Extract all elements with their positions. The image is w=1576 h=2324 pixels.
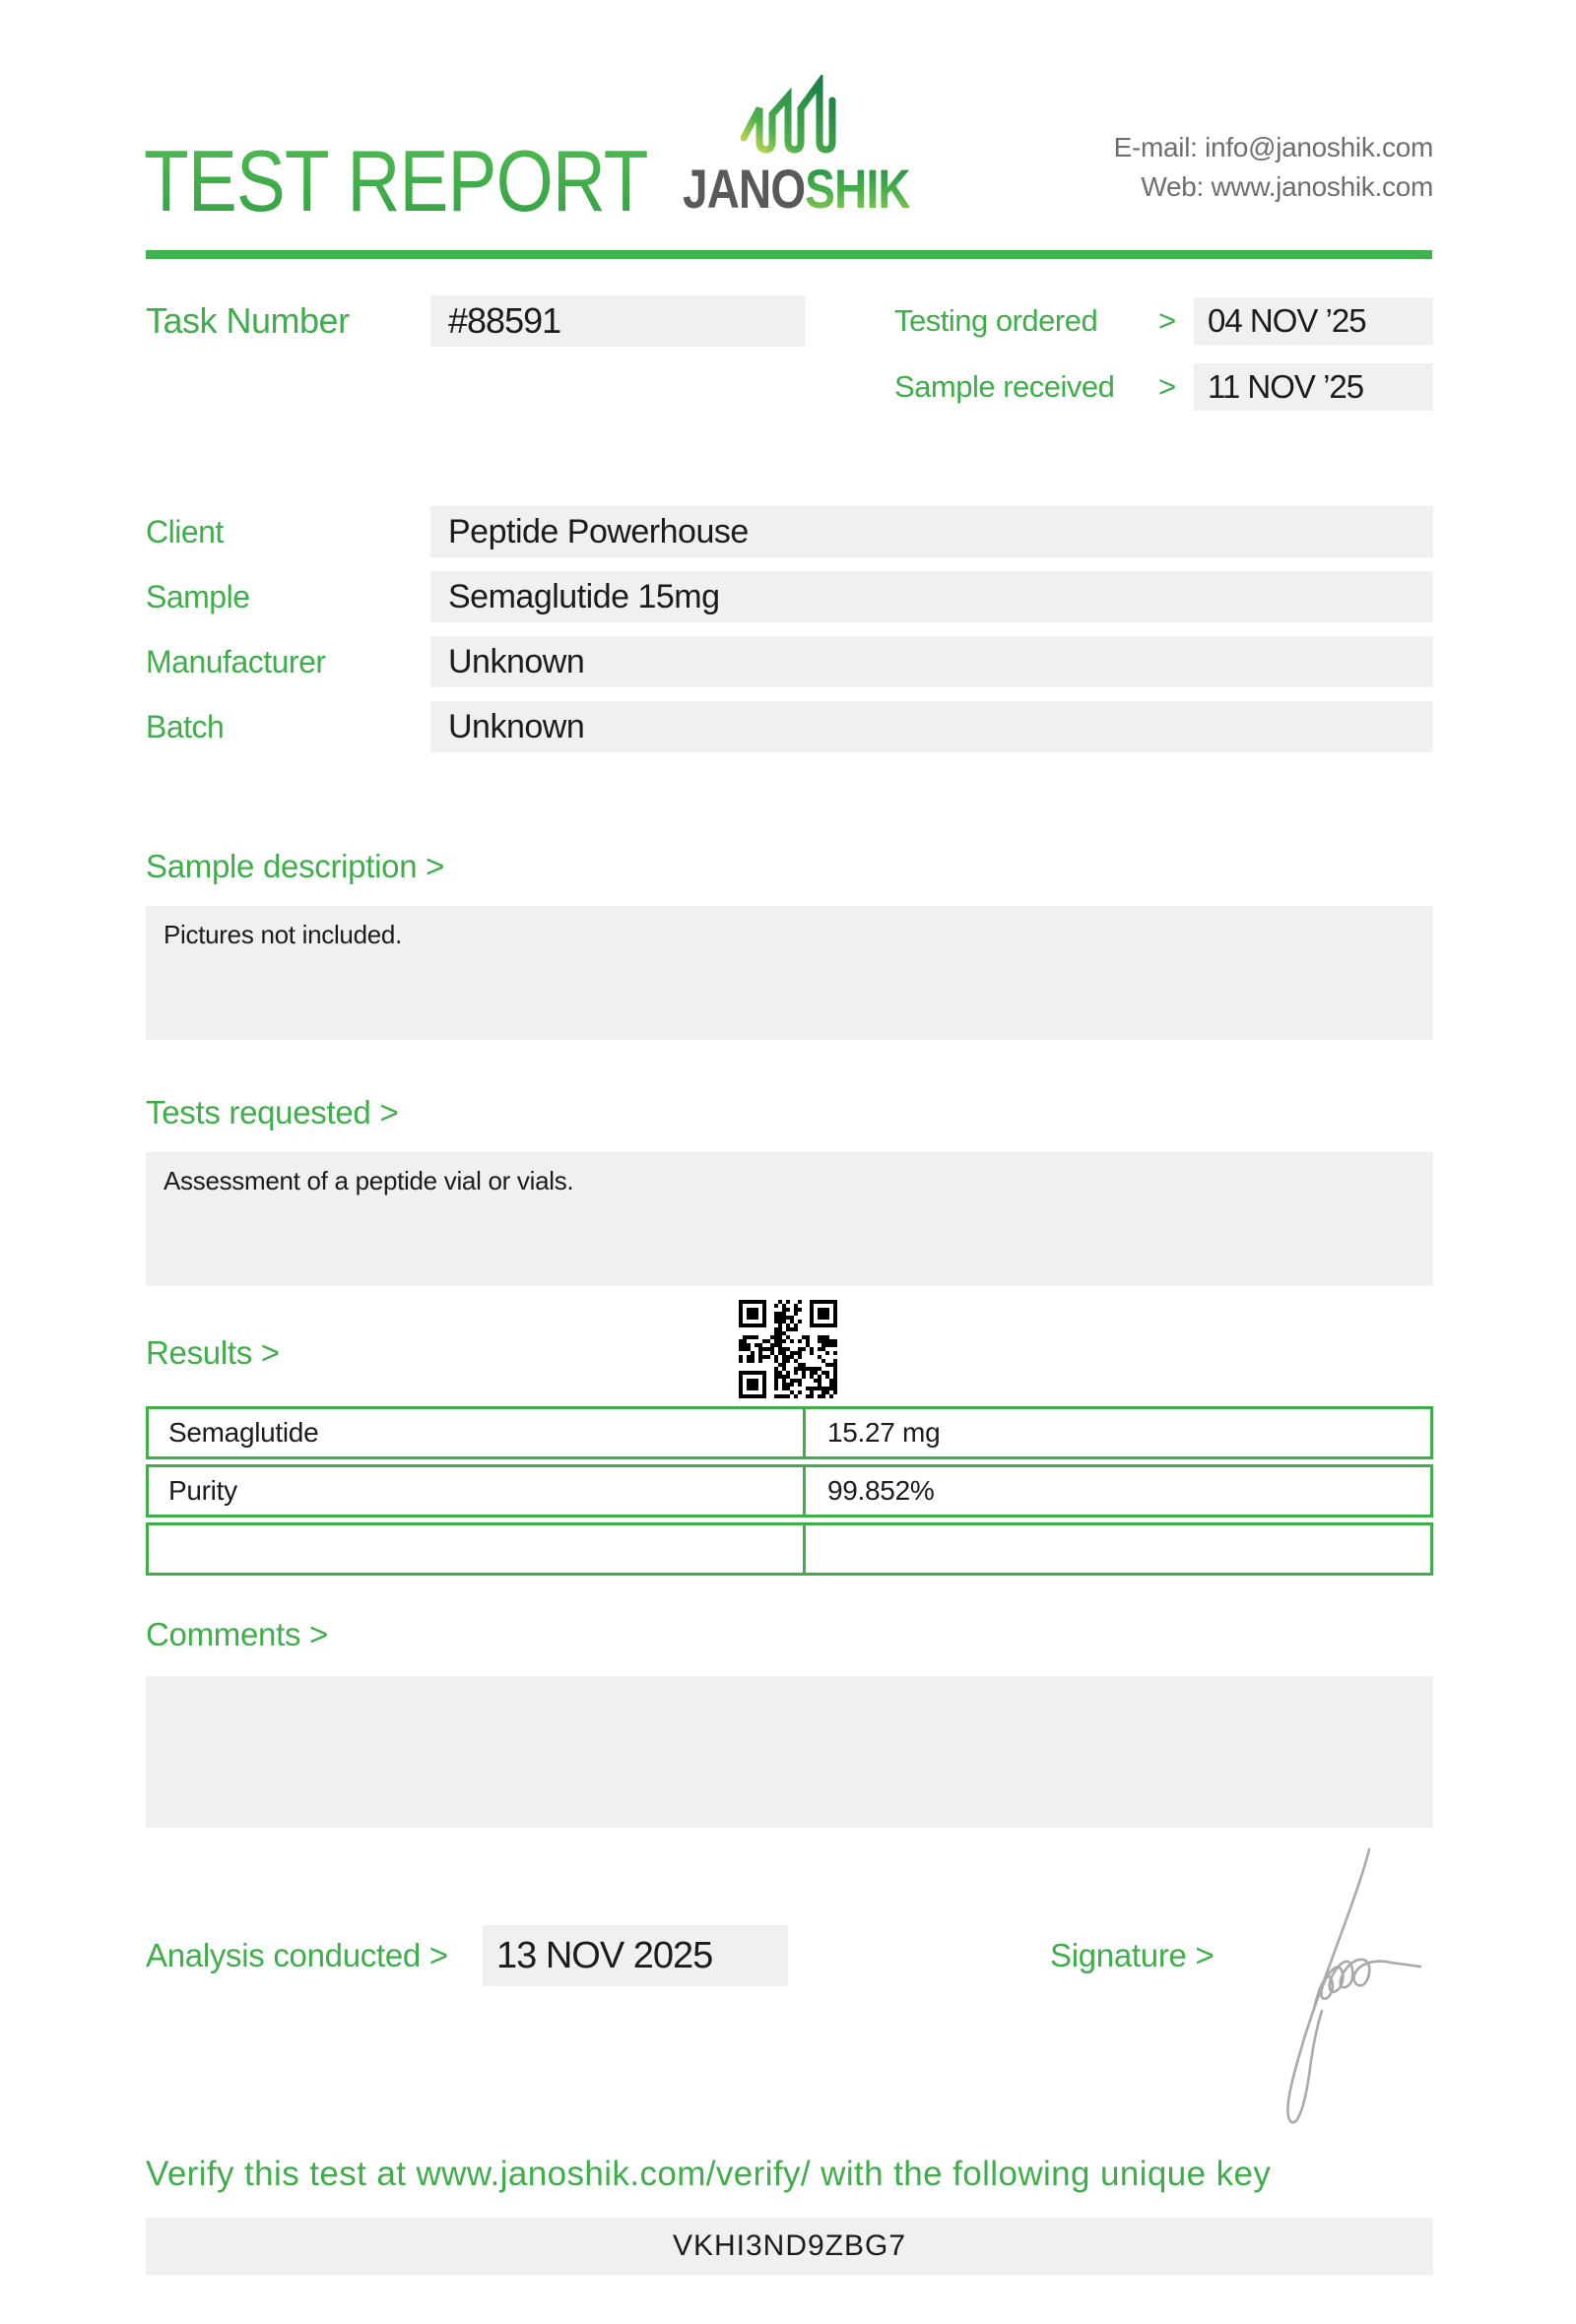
task-number-value: #88591: [448, 300, 561, 341]
results-table-row: [146, 1464, 1433, 1517]
client-value: Peptide Powerhouse: [448, 513, 749, 550]
batch-value-box: [430, 701, 1433, 752]
analyte-cell: Semaglutide: [149, 1409, 806, 1456]
signature-label: Signature >: [1050, 1937, 1215, 1973]
value-cell: 15.27 mg: [827, 1417, 941, 1448]
comments-heading: Comments >: [146, 1616, 328, 1652]
analysis-conducted-label: Analysis conducted >: [146, 1937, 448, 1973]
value-cell: [806, 1525, 1430, 1573]
tests-requested-heading: Tests requested >: [146, 1094, 399, 1130]
verify-key-box: [146, 2218, 1433, 2275]
analyte-cell: [149, 1525, 806, 1573]
email-value: info@janoshik.com: [1205, 132, 1433, 162]
tests-requested-text: Assessment of a peptide vial or vials.: [164, 1166, 574, 1195]
sample-label: Sample: [146, 579, 250, 614]
verify-key: VKHI3ND9ZBG7: [672, 2229, 907, 2262]
sample-description-box: [146, 906, 1433, 1040]
analyte-cell: Purity: [149, 1467, 806, 1515]
logo-wordmark-green: SHIK: [805, 158, 910, 220]
analysis-date-value: 13 NOV 2025: [496, 1935, 713, 1976]
web-label: Web:: [1141, 171, 1204, 202]
contact-web-row: [1114, 167, 1433, 207]
logo-wordmark: [683, 158, 910, 220]
contact-email-row: [1114, 128, 1433, 167]
batch-label: Batch: [146, 709, 225, 744]
signature-image: [1263, 1834, 1450, 2134]
results-heading: Results >: [146, 1334, 280, 1371]
sample-value-box: [430, 571, 1433, 622]
web-value: www.janoshik.com: [1211, 171, 1433, 202]
client-label: Client: [146, 514, 224, 549]
email-label: E-mail:: [1113, 132, 1198, 162]
comments-box: [146, 1676, 1433, 1828]
client-value-box: [430, 506, 1433, 557]
sample-value: Semaglutide 15mg: [448, 578, 720, 615]
logo-wordmark-gray: JANO: [683, 158, 806, 220]
testing-ordered-label: Testing ordered: [894, 303, 1098, 338]
verify-instruction: Verify this test at www.janoshik.com/verify/ with the following unique key: [146, 2155, 1272, 2193]
manufacturer-value: Unknown: [448, 643, 585, 680]
results-table-row: [146, 1406, 1433, 1459]
batch-value: Unknown: [448, 708, 585, 745]
testing-ordered-value: 04 NOV ’25: [1208, 302, 1366, 339]
chevron-right-icon: >: [1158, 303, 1176, 338]
manufacturer-value-box: [430, 636, 1433, 687]
results-table: [146, 1406, 1433, 1581]
task-number-value-box: [430, 295, 805, 347]
value-cell: 99.852%: [827, 1475, 935, 1506]
sample-received-value: 11 NOV ’25: [1208, 368, 1364, 405]
comments-text: [146, 1676, 1433, 1690]
testing-ordered-value-box: [1194, 297, 1433, 345]
contact-block: [1114, 128, 1433, 207]
sample-description-text: Pictures not included.: [164, 920, 402, 949]
task-number-label: Task Number: [146, 300, 350, 341]
sample-received-label: Sample received: [894, 369, 1115, 404]
manufacturer-label: Manufacturer: [146, 644, 326, 679]
report-title: TEST REPORT: [144, 132, 648, 229]
sample-description-heading: Sample description >: [146, 848, 445, 884]
chevron-right-icon: >: [1158, 369, 1176, 404]
tests-requested-box: [146, 1152, 1433, 1286]
sample-received-value-box: [1194, 363, 1433, 411]
analysis-date-box: [483, 1925, 788, 1986]
header-divider: [146, 250, 1432, 259]
janoshik-logo-icon: [741, 75, 839, 160]
qr-code: [737, 1298, 839, 1400]
results-table-row: [146, 1522, 1433, 1576]
